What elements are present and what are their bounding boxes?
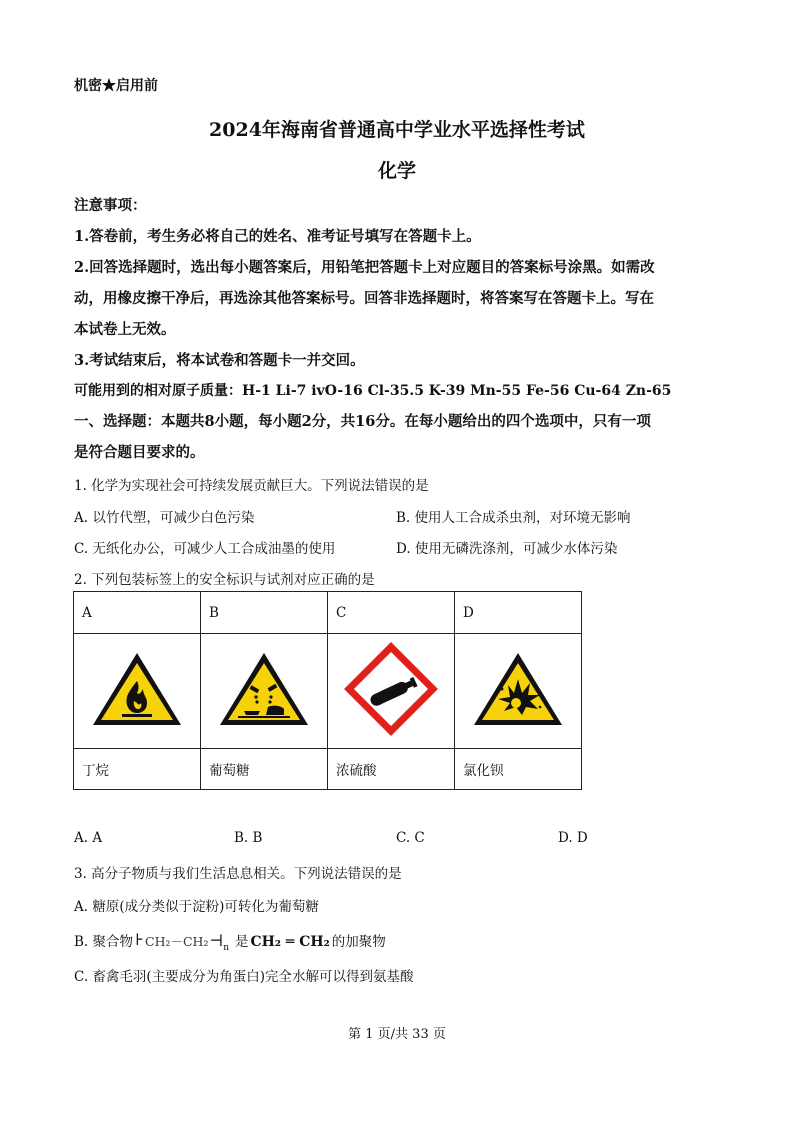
confidential-label: 机密★启用前 [74,78,158,94]
q1-option-a: A. 以竹代塑，可减少白色污染 [74,510,255,526]
q3-option-a: A. 糖原(成分类似于淀粉)可转化为葡萄糖 [74,899,319,915]
flammable-icon [89,649,185,729]
q2-hazard-table [73,591,582,790]
q2-sign-cell-d [455,634,582,749]
q2-sign-cell-a [74,634,201,749]
monomer-formula: CH₂ ═ CH₂ [250,934,330,950]
exam-title: 2024年海南省普通高中学业水平选择性考试 [209,119,585,141]
q2-option-d: D. D [558,830,588,846]
q1-stem: 1. 化学为实现社会可持续发展贡献巨大。下列说法错误的是 [74,478,429,494]
polymer-n: n [223,943,230,953]
q3-option-b-suffix: 的加聚物 [331,934,386,950]
q1-option-d: D. 使用无磷洗涤剂，可减少水体污染 [396,541,618,557]
notes-item-3: 3.考试结束后，将本试卷和答题卡一并交回。 [74,352,365,369]
gas-cylinder-icon [343,641,439,737]
q2-header-c: C [328,592,455,634]
q2-reagent-a: 丁烷 [74,749,201,790]
q2-header-a: A [74,592,201,634]
q2-stem: 2. 下列包装标签上的安全标识与试剂对应正确的是 [74,572,375,588]
corrosive-icon [216,649,312,729]
q2-option-b: B. B [234,830,263,846]
q3-option-b-prefix: B. 聚合物 [74,934,134,950]
q2-reagent-b: 葡萄糖 [201,749,328,790]
q3-stem: 3. 高分子物质与我们生活息息相关。下列说法错误的是 [74,866,402,882]
q2-option-c: C. C [396,830,425,846]
notes-heading: 注意事项： [74,197,147,214]
notes-item-2-line-1: 2.回答选择题时，选出每小题答案后，用铅笔把答题卡上对应题目的答案标号涂黑。如需改 [74,259,655,276]
q3-option-b-mid: 是 [235,934,249,950]
q2-header-d: D [455,592,582,634]
notes-item-2-line-2: 动，用橡皮擦干净后，再选涂其他答案标号。回答非选择题时，将答案写在答题卡上。写在 [74,290,654,307]
q2-reagent-c: 浓硫酸 [328,749,455,790]
q2-reagent-d: 氯化钡 [455,749,582,790]
polymer-bracket: ⊦ $CH_2-CH_2⊣_n$ [135,930,230,953]
q1-option-c: C. 无纸化办公，可减少人工合成油墨的使用 [74,541,336,557]
q2-sign-cell-b [201,634,328,749]
page-footer: 第 1 页/共 33 页 [348,1027,446,1042]
q2-option-a: A. A [74,830,103,846]
q2-header-b: B [201,592,328,634]
q3-option-b [74,930,386,953]
section-heading-line-2: 是符合题目要求的。 [74,444,205,461]
polymer-formula: CH₂－CH₂ [145,934,209,949]
notes-item-1: 1.答卷前，考生务必将自己的姓名、准考证号填写在答题卡上。 [74,228,481,245]
q1-option-b: B. 使用人工合成杀虫剂，对环境无影响 [396,510,631,526]
exam-subject: 化学 [377,160,416,182]
q3-option-c: C. 畜禽毛羽(主要成分为角蛋白)完全水解可以得到氨基酸 [74,969,414,985]
atomic-mass-line: 可能用到的相对原子质量：H-1 Li-7 ivO-16 Cl-35.5 K-39 Mn-55 Fe-56 Cu-64 Zn-65 [74,383,672,399]
notes-item-2-line-3: 本试卷上无效。 [74,321,176,338]
explosive-icon [470,649,566,729]
q2-sign-cell-c [328,634,455,749]
section-heading-line-1: 一、选择题：本题共8小题，每小题2分，共16分。在每小题给出的四个选项中，只有一项 [74,413,651,430]
